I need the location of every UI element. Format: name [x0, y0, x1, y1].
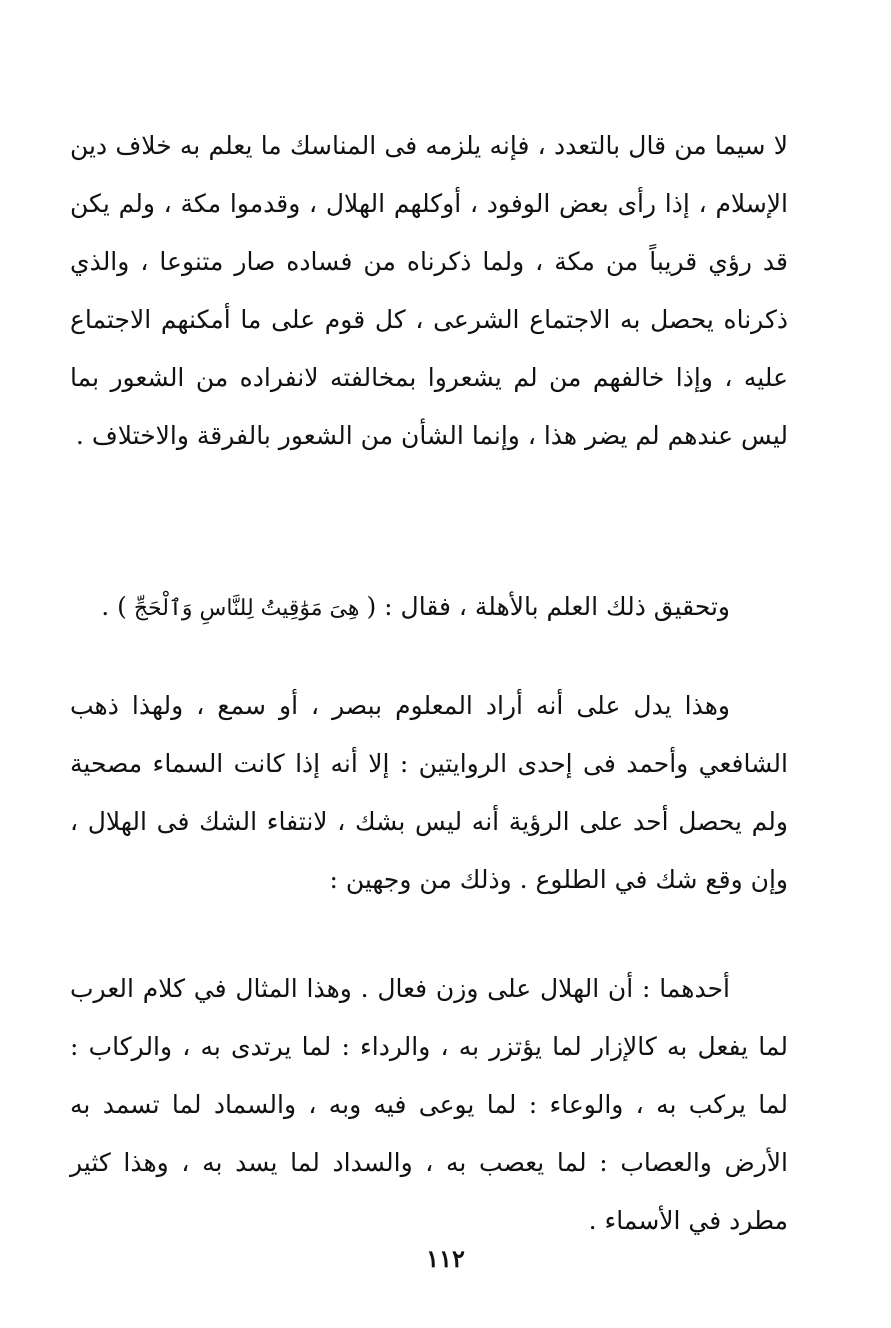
paragraph-3-text: وهذا يدل على أنه أراد المعلوم ببصر ، أو سمع ، ولهذا ذهب الشافعي وأحمد فى إحدى الروايتين : إلا أنه إذا كانت السماء مصحية ولم يحصل أحد على الرؤية أنه ليس بشك ، لانتفاء الشك فى الهلال ، وإن وقع شك في الطلوع . وذلك من وجهين : — [70, 691, 788, 894]
paragraph-4 — [70, 960, 788, 1250]
paragraph-2-end: ) . — [101, 592, 127, 621]
page-number: ١١٢ — [426, 1244, 465, 1273]
quran-verse: هِىَ مَوَٰقِيتُ لِلنَّاسِ وَٱلْحَجِّ — [126, 596, 367, 621]
paragraph-4-text: أحدهما : أن الهلال على وزن فعال . وهذا المثال في كلام العرب لما يفعل به كالإزار لما يؤتزر به ، والرداء : لما يرتدى به ، والركاب : لما يركب به ، والوعاء : لما يوعى فيه وبه ، والسماد لما تسمد به الأرض والعصاب : لما يعصب به ، والسداد لما يسد به ، وهذا كثير مطرد في الأسماء . — [70, 974, 788, 1235]
paragraph-2-line — [70, 578, 788, 638]
paragraph-2 — [70, 578, 788, 638]
paragraph-1 — [70, 117, 788, 465]
paragraph-1-text: لا سيما من قال بالتعدد ، فإنه يلزمه فى المناسك ما يعلم به خلاف دين الإسلام ، إذا رأى بعض الوفود ، أوكلهم الهلال ، وقدموا مكة ، ولم يكن قد رؤي قريباً من مكة ، ولما ذكرناه من فساده صار متنوعا ، والذي ذكرناه يحصل به الاجتماع الشرعى ، كل قوم على ما أمكنهم الاجتماع عليه ، وإذا خالفهم من لم يشعروا بمخالفته لانفراده من الشعور بما ليس عندهم لم يضر هذا ، وإنما الشأن من الشعور بالفرقة والاختلاف . — [70, 131, 788, 450]
paragraph-2-text: وتحقيق ذلك العلم بالأهلة ، فقال : ( — [366, 592, 730, 621]
paragraph-3 — [70, 677, 788, 909]
